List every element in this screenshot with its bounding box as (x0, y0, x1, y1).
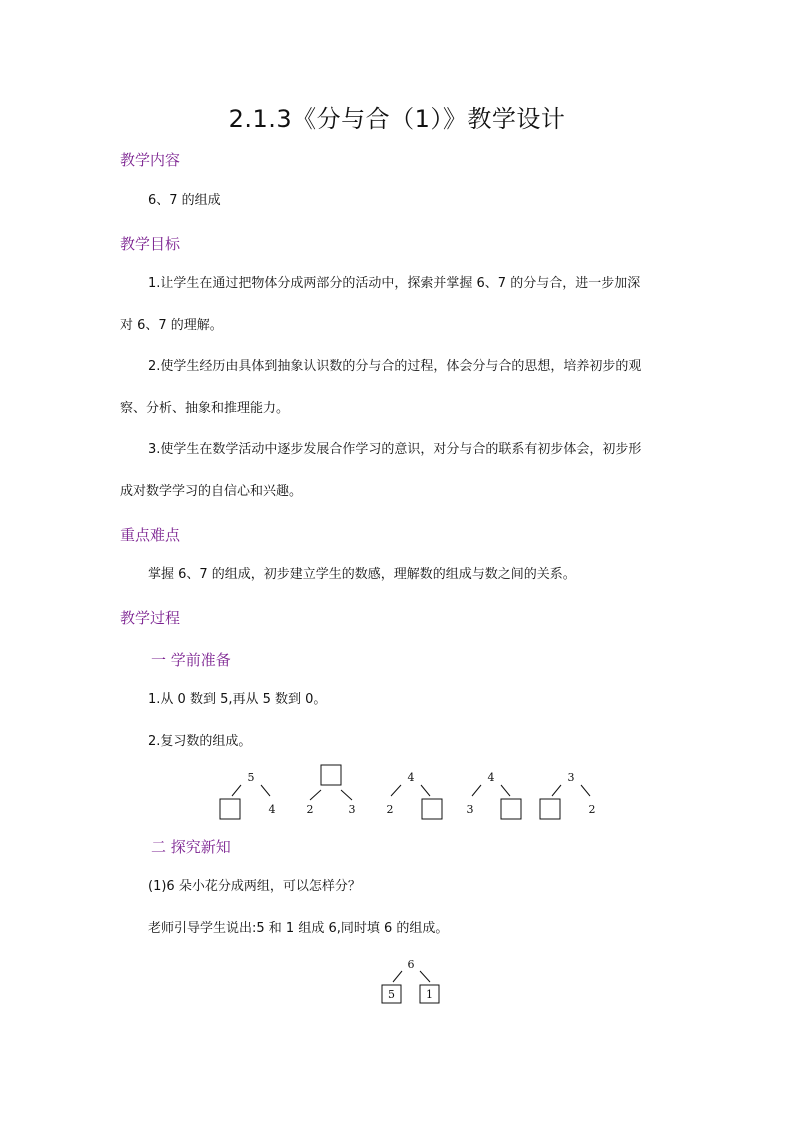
number-bond-six-top: 6 (407, 958, 415, 971)
number-bond-5 (540, 771, 596, 819)
goal-item-1-line-1: 1.让学生在通过把物体分成两部分的活动中，探索并掌握 6、7 的分与合，进一步加深 (148, 276, 641, 291)
number-bond-4 (467, 771, 522, 819)
part2-question-1: (1)6 朵小花分成两组，可以怎样分？ (148, 879, 361, 894)
content-text: 6、7 的组成 (148, 193, 221, 208)
number-bond-six-left: 5 (388, 988, 395, 1001)
number-bond-4-right-box (501, 799, 521, 819)
goal-item-3-line-2: 成对数学学习的自信心和兴趣。 (120, 484, 303, 499)
goal-item-2 (120, 357, 680, 419)
number-bond-1-left-box (220, 799, 240, 819)
number-bond-2-right: 3 (348, 803, 356, 816)
number-bond-5-top: 3 (567, 771, 575, 784)
part1-step-2: 2.复习数的组成。 (148, 734, 252, 749)
section-heading-process: 教学过程 (120, 609, 181, 627)
section-heading-key-points: 重点难点 (120, 526, 181, 544)
page-title: 2.1.3《分与合（1）》教学设计 (228, 105, 566, 133)
number-bond-six-right: 1 (426, 988, 433, 1001)
section-heading-goals: 教学目标 (120, 235, 181, 253)
goal-item-2-line-2: 察、分析、抽象和推理能力。 (120, 401, 290, 416)
part1-step-1: 1.从 0 数到 5,再从 5 数到 0。 (148, 692, 327, 707)
number-bond-5-left-box (540, 799, 560, 819)
number-bond-2-left: 2 (306, 803, 314, 816)
number-bond-2 (307, 765, 356, 816)
part2-question-1-note: 老师引导学生说出:5 和 1 组成 6,同时填 6 的组成。 (148, 921, 449, 936)
number-bond-3 (387, 771, 443, 819)
part2-heading: 二 探究新知 (151, 838, 231, 856)
number-bond-3-top: 4 (407, 771, 415, 784)
key-points-text: 掌握 6、7 的组成，初步建立学生的数感，理解数的组成与数之间的关系。 (148, 567, 576, 582)
goal-item-3-line-1: 3.使学生在数学活动中逐步发展合作学习的意识，对分与合的联系有初步体会，初步形 (148, 442, 642, 457)
number-bond-4-top: 4 (487, 771, 495, 784)
goal-item-2-line-1: 2.使学生经历由具体到抽象认识数的分与合的过程，体会分与合的思想，培养初步的观 (148, 359, 642, 374)
goal-item-3 (120, 440, 680, 502)
part1-heading: 一 学前准备 (151, 651, 231, 669)
number-bond-3-right-box (422, 799, 442, 819)
number-bond-4-left: 3 (466, 803, 474, 816)
goal-item-1 (120, 274, 680, 336)
section-heading-content: 教学内容 (120, 151, 181, 169)
number-bond-six (360, 952, 460, 1008)
number-bond-1-right: 4 (268, 803, 276, 816)
number-bond-review-diagram (0, 760, 794, 830)
goal-item-1-line-2: 对 6、7 的理解。 (120, 318, 223, 333)
number-bond-1 (220, 771, 276, 819)
number-bond-5-right: 2 (588, 803, 596, 816)
number-bond-1-top: 5 (247, 771, 255, 784)
number-bond-3-left: 2 (386, 803, 394, 816)
number-bond-2-top-box (321, 765, 341, 785)
